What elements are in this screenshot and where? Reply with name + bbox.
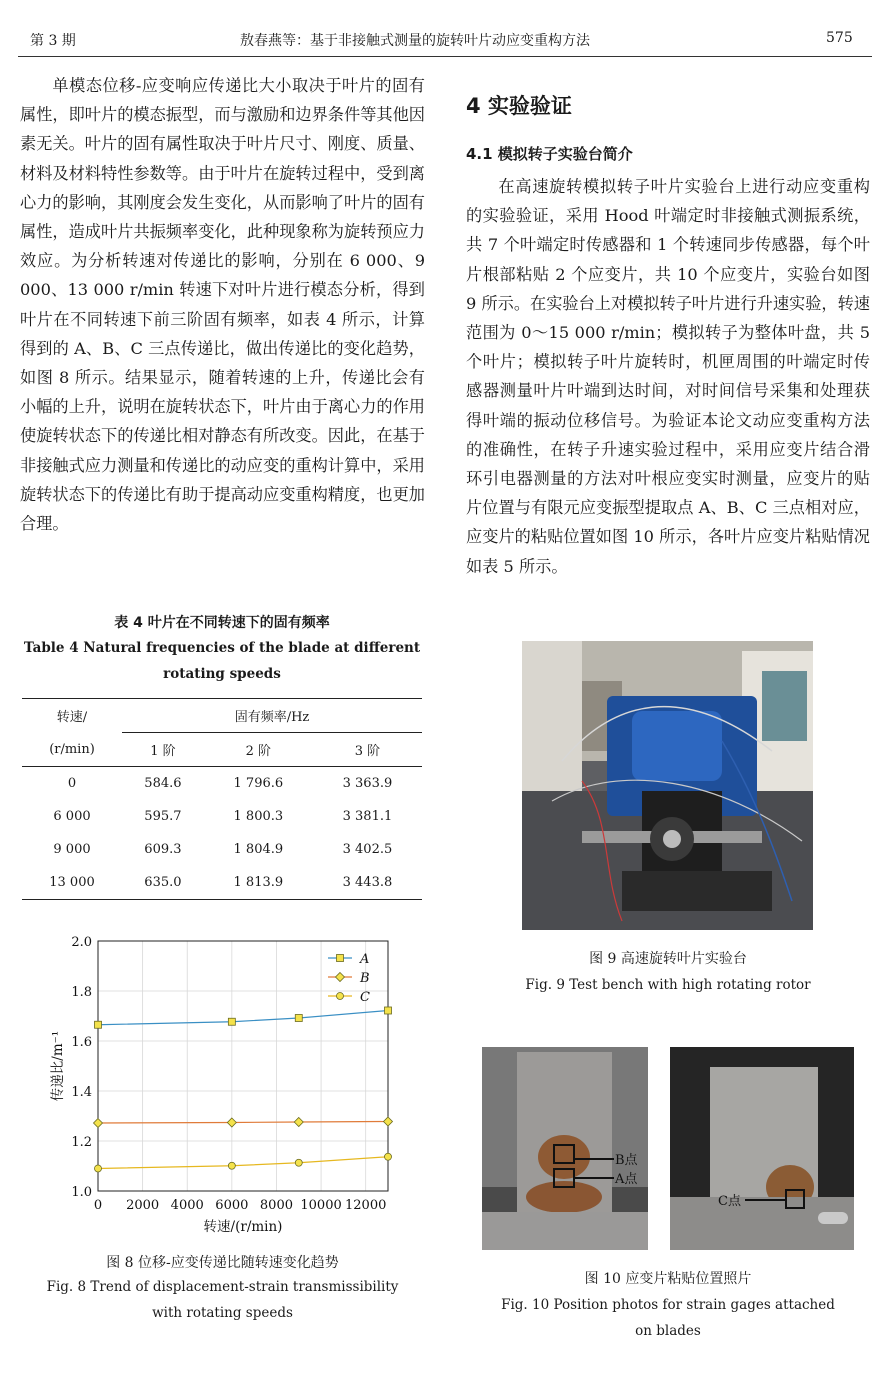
y-axis-label: 传递比/m⁻¹: [50, 1030, 66, 1102]
fig10-caption-en-2: on blades: [635, 1323, 701, 1339]
freq-cell: 595.7: [144, 809, 182, 824]
plot-frame: [98, 941, 388, 1191]
left-column: [20, 71, 425, 538]
speed-cell: 9 000: [53, 842, 91, 857]
fig8-chart: [20, 928, 430, 1240]
freq-cell: 3 402.5: [342, 842, 393, 857]
blade-photo-right: [670, 1047, 854, 1250]
journal-issue: 第 3 期: [30, 33, 76, 49]
x-tick-label: 6000: [215, 1198, 249, 1213]
blade-photo-left: [482, 1047, 648, 1250]
order-header-3: 3 阶: [354, 744, 381, 759]
freq-header: 固有频率/Hz: [122, 699, 422, 733]
table-row: [22, 767, 422, 801]
table4: [22, 698, 422, 900]
table-row: [22, 800, 422, 833]
data-point-b: [384, 1117, 393, 1126]
series-line-c: [98, 1157, 388, 1169]
freq-cell: 3 381.1: [342, 809, 393, 824]
test-bench-photo: [522, 641, 813, 930]
left-paragraph: 单模态位移-应变响应传递比大小取决于叶片的固有属性，即叶片的模态振型，而与激励和边界条件等其他因素无关。叶片的固有属性取决于叶片尺寸、刚度、质量、材料及材料特性参数等。由于叶片在旋转过程中，受到离心力的影响，其刚度会发生变化，从而影响了叶片的固有属性，造成叶片共振频率变化，此种现象称为旋转预应力效应。为分析转速对传递比的影响，分别在 6 000、9 000、13 000 r/min 转速下对叶片进行模态分析，得到叶片在不同转速下前三阶固有频率，如表 4 所示，计算得到的 A、B、C 三点传递比，做出传递比的变化趋势，如图 8 所示。结果显示，随着转速的上升，传递比会有小幅的上升，说明在旋转状态下，叶片由于离心力的作用使旋转状态下的传递比相对静态有所改变。因此，在基于非接触式应力测量和传递比的动应变的重构计算中，采用旋转状态下的传递比有助于提高动应变重构精度，也更加合理。: [20, 76, 425, 534]
data-point-c: [385, 1153, 392, 1160]
legend-marker-b: [336, 973, 345, 982]
y-tick-label: 1.8: [71, 985, 92, 1000]
legend-label-b: B: [360, 971, 370, 986]
data-point-c: [95, 1165, 102, 1172]
fig9-caption-cn: 图 9 高速旋转叶片实验台: [589, 951, 747, 967]
freq-cell: 609.3: [144, 842, 182, 857]
y-tick-label: 1.2: [71, 1135, 92, 1150]
speed-unit-header: (r/min): [49, 741, 95, 757]
x-tick-label: 0: [93, 1198, 103, 1213]
data-point-a: [295, 1015, 302, 1022]
data-point-b: [94, 1119, 103, 1128]
x-tick-label: 12000: [345, 1198, 387, 1213]
section-heading: 4 实验验证: [466, 94, 572, 118]
legend-label-c: C: [360, 990, 370, 1005]
data-point-b: [227, 1118, 236, 1127]
series-line-b: [98, 1122, 388, 1124]
freq-cell: 1 804.9: [233, 842, 284, 857]
running-title: 敖春燕等：基于非接触式测量的旋转叶片动应变重构方法: [240, 33, 590, 49]
freq-cell: 1 800.3: [233, 809, 284, 824]
fig9-caption-en: Fig. 9 Test bench with high rotating rotor: [525, 977, 811, 993]
y-tick-label: 1.4: [71, 1085, 92, 1100]
freq-cell: 584.6: [144, 776, 182, 791]
x-tick-label: 8000: [259, 1198, 294, 1213]
data-point-c: [228, 1162, 235, 1169]
fig8-caption-cn: 图 8 位移-应变传递比随转速变化趋势: [106, 1255, 339, 1271]
y-tick-label: 2.0: [71, 935, 92, 950]
page-number: 575: [826, 30, 853, 46]
y-tick-label: 1.0: [71, 1185, 92, 1200]
x-tick-label: 10000: [300, 1198, 342, 1213]
y-tick-label: 1.6: [71, 1035, 92, 1050]
freq-cell: 635.0: [144, 875, 182, 890]
fig8-caption-en-2: with rotating speeds: [152, 1305, 293, 1321]
x-tick-label: 4000: [170, 1198, 204, 1213]
table4-caption-cn: 表 4 叶片在不同转速下的固有频率: [114, 615, 330, 631]
freq-cell: 1 796.6: [233, 776, 284, 791]
legend-marker-a: [337, 955, 344, 962]
speed-cell: 13 000: [49, 875, 95, 890]
table-row: [22, 866, 422, 900]
label-c-point: C点: [718, 1194, 741, 1209]
data-point-a: [385, 1007, 392, 1014]
table4-body: [22, 767, 422, 900]
label-a-point: A点: [615, 1172, 638, 1187]
speed-cell: 0: [67, 776, 77, 791]
legend-marker-c: [337, 993, 344, 1000]
speed-header: 转速/: [56, 710, 88, 726]
legend-label-a: A: [360, 952, 370, 967]
table4-caption-en-1: Table 4 Natural frequencies of the blade at different: [23, 640, 421, 656]
fig10-caption-cn: 图 10 应变片粘贴位置照片: [584, 1271, 752, 1287]
freq-cell: 3 363.9: [342, 776, 393, 791]
subsection-heading: 4.1 模拟转子实验台简介: [466, 145, 633, 163]
speed-cell: 6 000: [53, 809, 91, 824]
freq-cell: 3 443.8: [342, 875, 393, 890]
series-line-a: [98, 1011, 388, 1025]
x-axis-label: 转速/(r/min): [203, 1219, 283, 1235]
data-point-c: [295, 1159, 302, 1166]
label-b-point: B点: [615, 1153, 638, 1168]
order-header-2: 2 阶: [245, 744, 272, 759]
right-paragraph: 在高速旋转模拟转子叶片实验台上进行动应变重构的实验验证，采用 Hood 叶端定时非接触式测振系统，共 7 个叶端定时传感器和 1 个转速同步传感器，每个叶片根部粘贴 2 个应变片，共 10 个应变片，实验台如图 9 所示。在实验台上对模拟转子叶片进行升速实验，转速范围为 0～15 000 r/min；模拟转子为整体叶盘，共 5 个叶片；模拟转子叶片旋转时，机匣周围的叶端定时传感器测量叶片叶端到达时间，对时间信号采集和处理获得叶端的振动位移信号。为验证本论文动应变重构方法的准确性，在转子升速实验过程中，采用应变片结合滑环引电器测量的方法对叶根应变实时测量，应变片的贴片位置与有限元应变振型提取点 A、B、C 三点相对应，应变片的粘贴位置如图 10 所示，各叶片应变片粘贴情况如表 5 所示。: [466, 177, 870, 576]
data-point-a: [228, 1018, 235, 1025]
order-header-1: 1 阶: [150, 744, 176, 759]
header-rule: [18, 56, 872, 57]
freq-cell: 1 813.9: [233, 875, 284, 890]
x-tick-label: 2000: [126, 1198, 160, 1213]
table4-caption-en-2: rotating speeds: [163, 666, 281, 682]
fig10-caption-en-1: Fig. 10 Position photos for strain gages attached: [501, 1297, 835, 1313]
data-point-a: [95, 1021, 102, 1028]
data-point-b: [294, 1118, 303, 1127]
table-row: [22, 833, 422, 866]
right-column: [466, 172, 870, 581]
fig8-caption-en-1: Fig. 8 Trend of displacement-strain transmissibility: [46, 1279, 399, 1295]
